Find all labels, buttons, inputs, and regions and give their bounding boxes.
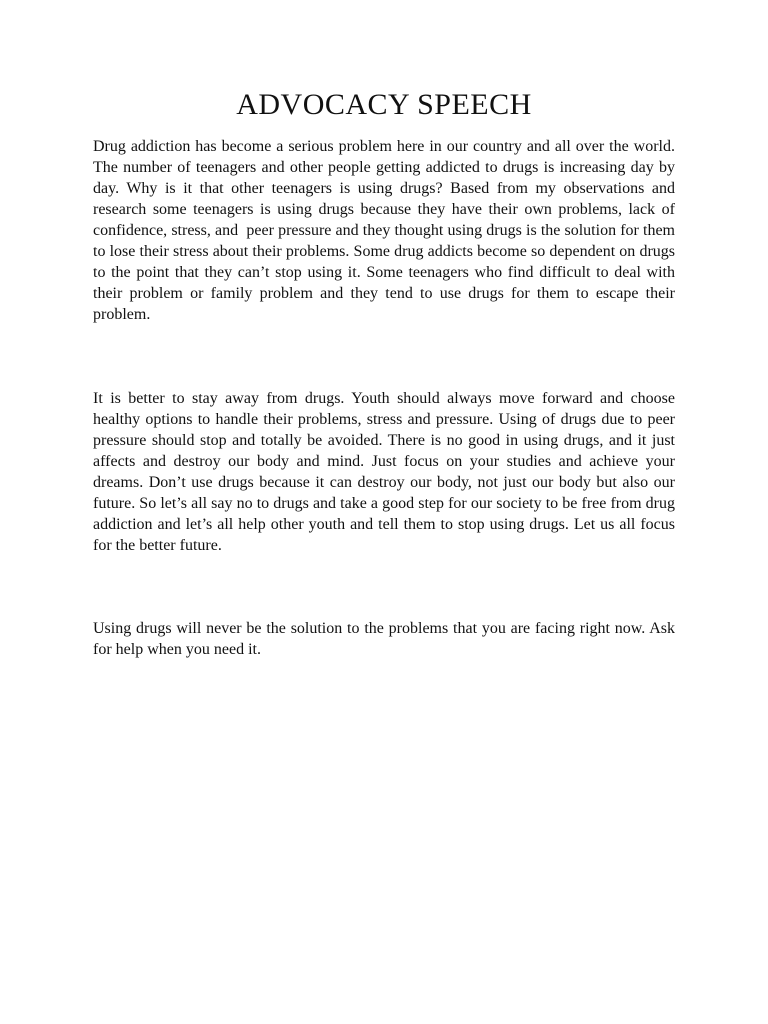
paragraph-1: Drug addiction has become a serious problem here in our country and all over the world. The number of teenagers and other people getting addicted to drugs is increasing day by day. Why is it that other teenagers is using drugs? Based from my observations and research some teenagers is using drugs because they have their own problems, lack of confidence, stress, and peer pressure and they thought using drugs is the solution for them to lose their stress about their problems. Some drug addicts become so dependent on drugs to the point that they can’t stop using it. Some teenagers who find difficult to deal with their problem or family problem and they tend to use drugs for them to escape their problem. (93, 138, 679, 323)
paragraph-3: Using drugs will never be the solution to the problems that you are facing right now. Ask for help when you need it. (93, 620, 679, 658)
document-title: ADVOCACY SPEECH (236, 88, 532, 121)
paragraph-2: It is better to stay away from drugs. Youth should always move forward and choose healthy options to handle their problems, stress and pressure. Using of drugs due to peer pressure should stop and totally be avoided. There is no good in using drugs, and it just affects and destroy our body and mind. Just focus on your studies and achieve your dreams. Don’t use drugs because it can destroy our body, not just our body but also our future. So let’s all say no to drugs and take a good step for our society to be free from drug addiction and let’s all help other youth and tell them to stop using drugs. Let us all focus for the better future. (93, 390, 679, 554)
